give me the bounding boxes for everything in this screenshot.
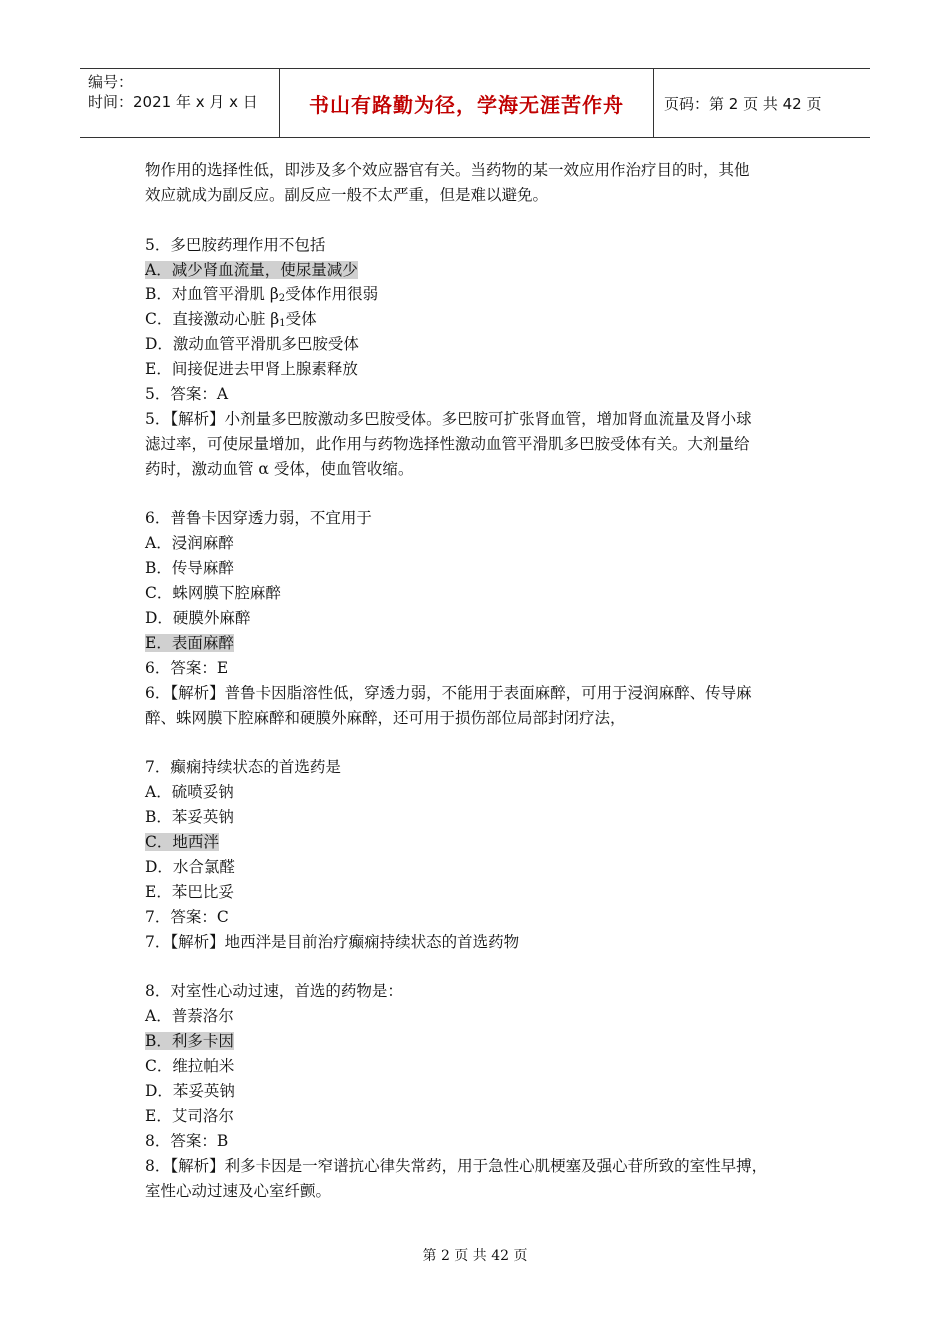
page-header: [80, 68, 870, 138]
answer: 5．答案：A: [145, 385, 229, 404]
explanation-line: 5．【解析】小剂量多巴胺激动多巴胺受体。多巴胺可扩张肾血管，增加肾血流量及肾小球: [145, 409, 752, 428]
document-number-label: 编号：: [88, 73, 134, 91]
option-a: A．普萘洛尔: [145, 1007, 234, 1026]
explanation-line: 6．【解析】普鲁卡因脂溶性低，穿透力弱，不能用于表面麻醉，可用于浸润麻醉、传导麻: [145, 683, 752, 702]
option-a: A．浸润麻醉: [145, 534, 234, 553]
option-e: E．艾司洛尔: [145, 1106, 234, 1125]
paragraph-line: 物作用的选择性低，即涉及多个效应器官有关。当药物的某一效应用作治疗目的时，其他: [145, 161, 750, 179]
explanation-line: 药时，激动血管 α 受体，使血管收缩。: [145, 459, 414, 478]
question-5: [145, 233, 815, 482]
question-stem: 7．癫痫持续状态的首选药是: [145, 758, 341, 777]
option-c: C．维拉帕米: [145, 1057, 235, 1076]
explanation-line: 室性心动过速及心室纤颤。: [145, 1181, 332, 1200]
option-b-correct: B．利多卡因: [145, 1032, 234, 1051]
option-c: C．蛛网膜下腔麻醉: [145, 584, 281, 603]
explanation-line: 醉、蛛网膜下腔麻醉和硬膜外麻醉，还可用于损伤部位局部封闭疗法，: [145, 708, 626, 727]
question-stem: 5．多巴胺药理作用不包括: [145, 235, 326, 254]
option-b: B．传导麻醉: [145, 559, 234, 578]
document-body: [145, 158, 815, 1203]
option-a: A．硫喷妥钠: [145, 783, 234, 802]
explanation-line: 8．【解析】利多卡因是一窄谱抗心律失常药，用于急性心肌梗塞及强心苷所致的室性早搏，: [145, 1156, 768, 1175]
option-a-correct: A．减少肾血流量，使尿量减少: [145, 260, 358, 279]
paragraph-line: 效应就成为副反应。副反应一般不太严重，但是难以避免。: [145, 185, 549, 204]
answer: 8．答案：B: [145, 1131, 229, 1150]
option-e: E．苯巴比妥: [145, 882, 234, 901]
option-c-correct: C．地西泮: [145, 833, 219, 852]
option-d: D．激动血管平滑肌多巴胺受体: [145, 335, 359, 354]
option-b: B．对血管平滑肌 $\beta_2$受体作用很弱: [145, 285, 379, 305]
option-d: D．水合氯醛: [145, 857, 235, 876]
question-stem: 6．普鲁卡因穿透力弱，不宜用于: [145, 509, 372, 528]
option-e-correct: E．表面麻醉: [145, 633, 234, 652]
question-8: [145, 979, 815, 1203]
option-d: D．硬膜外麻醉: [145, 609, 251, 628]
option-c: C．直接激动心脏 $\beta_1$受体: [145, 310, 317, 330]
explanation-line: 7．【解析】地西泮是目前治疗癫痫持续状态的首选药物: [145, 932, 520, 951]
answer: 7．答案：C: [145, 907, 229, 926]
explanation-line: 滤过率，可使尿量增加，此作用与药物选择性激动血管平滑肌多巴胺受体有关。大剂量给: [145, 434, 750, 453]
question-6: [145, 506, 815, 730]
option-d: D．苯妥英钠: [145, 1081, 235, 1100]
header-meta: [80, 69, 280, 137]
header-motto: 书山有路勤为径，学海无涯苦作舟: [280, 69, 654, 137]
document-date: 时间：2021 年 x 月 x 日: [88, 93, 258, 111]
page-footer: 第 2 页 共 42 页: [422, 1248, 528, 1264]
question-7: [145, 755, 815, 954]
header-page-number: 页码：第 2 页 共 42 页: [664, 94, 822, 113]
question-stem: 8．对室性心动过速，首选的药物是：: [145, 982, 403, 1001]
option-e: E．间接促进去甲肾上腺素释放: [145, 360, 358, 379]
answer: 6．答案：E: [145, 658, 229, 677]
option-b: B．苯妥英钠: [145, 808, 234, 827]
